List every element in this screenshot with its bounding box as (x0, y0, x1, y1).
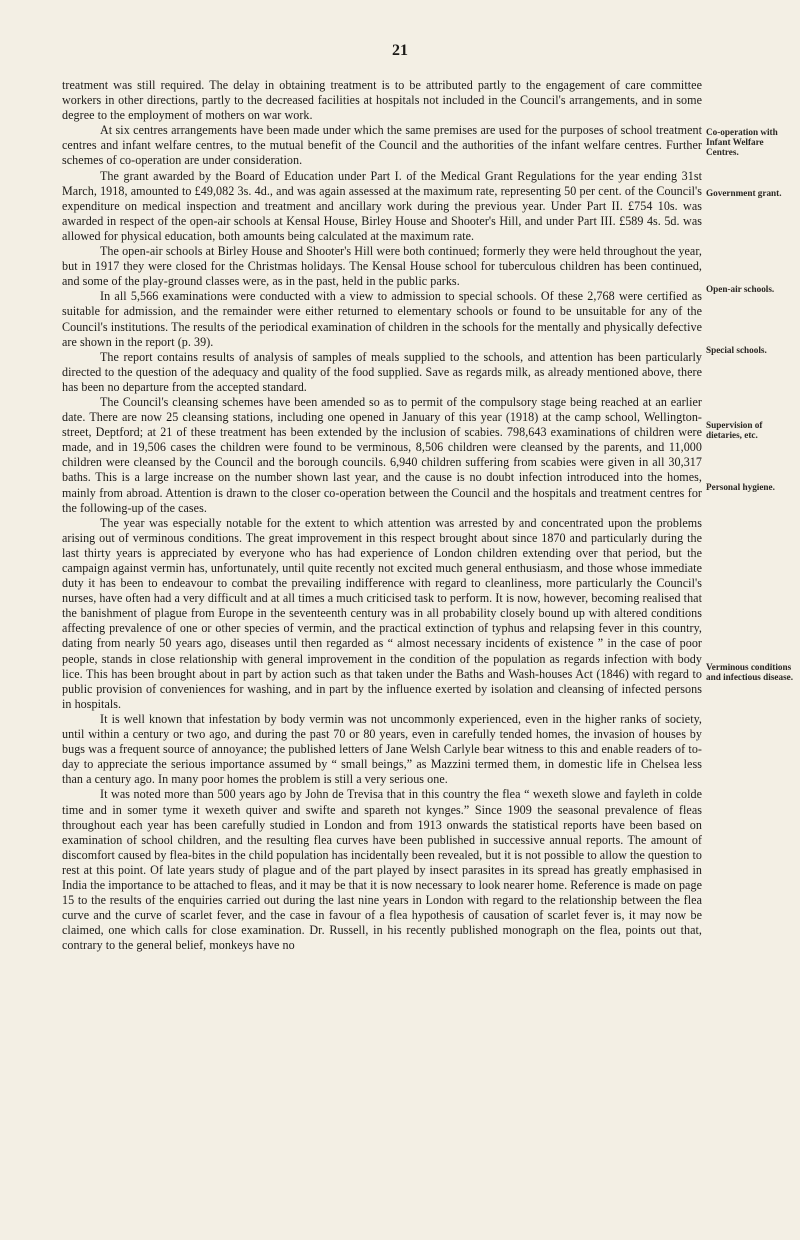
margin-note-dietaries: Supervision of dietaries, etc. (706, 420, 763, 440)
paragraph-treatment-delay: treatment was still required. The delay in obtaining treatment is to be attributed partly to the engagement of care committee workers in other directions, partly to the decreased facilities at hospitals not included in the Council's arrangements, and in some degree to the employment of mothers on war work. (62, 78, 702, 123)
margin-note-special-schools: Special schools. (706, 345, 767, 355)
margin-note-open-air-schools: Open-air schools. (706, 284, 775, 294)
margin-note-verminous-conditions: Verminous conditions and infectious disease. (706, 662, 794, 682)
margin-note-personal-hygiene: Personal hygiene. (706, 482, 775, 492)
paragraph-dietaries: The report contains results of analysis of samples of meals supplied to the schools, and attention has been particularly directed to the question of the adequacy and quality of the food supplied. Save as regards milk, as already mentioned above, there has been no departure from the accepted standard. (62, 349, 702, 394)
paragraph-co-operation: At six centres arrangements have been made under which the same premises are used for the purposes of school treatment centres and infant welfare centres, to the mutual benefit of the Council and the authorities of the infant welfare centres. Further schemes of co-operation are under consideration. (62, 123, 702, 168)
margin-note-government-grant: Government grant. (706, 188, 782, 198)
paragraph-open-air-schools: The open-air schools at Birley House and Shooter's Hill were both continued; formerly they were held throughout the year, but in 1917 they were closed for the Christmas holidays. The Kensal House school for tuberculous children has been continued, and some of the play-ground classes were, as in the past, held in the public parks. (62, 244, 702, 289)
margin-note-co-operation: Co-operation with Infant Welfare Centres. (706, 127, 778, 157)
page-number: 21 (392, 42, 408, 59)
paragraph-verminous-conditions: The year was especially notable for the extent to which attention was arrested by and concentrated upon the problems arising out of verminous conditions. The great improvement in this respect brought about since 1870 and particularly during the last thirty years is appreciated by everyone who has had experience of London children extending over that period, but the campaign against vermin has, unfortunately, until quite recently not excited much general enthusiasm, and those whose immediate duty it has been to endeavour to combat the prevailing indifference with regard to cleanliness, more particularly the Council's nurses, have often had a very difficult and at all times a much criticised task to perform. It is now, however, becoming realised that the banishment of plague from Europe in the seventeenth century was in all probability closely bound up with altered conditions affecting prevalence of one or other species of vermin, and the practical extinction of typhus and relapsing fever in this country, dating from nearly 50 years ago, diseases until then regarded as “ almost necessary incidents of existence ” in the case of poor people, stands in close relationship with general improvement in the condition of the population as regards infection with body lice. This has been brought about in part by action such as that taken under the Baths and Wash-houses Act (1846) with regard to public provision of conveniences for washing, and in part by the influence exerted by isolation and cleansing of infected persons in hospitals. (62, 515, 702, 711)
paragraph-special-schools: In all 5,566 examinations were conducted with a view to admission to special schools. Of these 2,768 were certified as suitable for admission, and the remainder were either returned to elementary schools or found to be unsuitable for any of the Council's institutions. The results of the periodical examination of children in the schools for the mentally and physically defective are shown in the report (p. 39). (62, 289, 702, 349)
body-text (62, 78, 702, 953)
paragraph-body-vermin: It is well known that infestation by body vermin was not uncommonly experienced, even in the higher ranks of society, until within a century or two ago, and during the past 70 or 80 years, even in carefully tended homes, the invasion of houses by bugs was a frequent source of annoyance; the published letters of Jane Welsh Carlyle bear witness to this and enable readers of to-day to appreciate the serious importance assumed by “ small beings,” as Mazzini termed them, in domestic life in Chelsea less than a century ago. In many poor homes the problem is still a very serious one. (62, 711, 702, 787)
paragraph-personal-hygiene: The Council's cleansing schemes have been amended so as to permit of the compulsory stage being reached at an earlier date. There are now 25 cleansing stations, including one opened in January of this year (1918) at the camp school, Wellington-street, Deptford; at 21 of these treatment has been extended by the inclusion of scabies. 798,643 examinations of children were made, and in 19,506 cases the children were found to be verminous, 8,506 children were cleansed by the parents, and 11,000 children were cleansed by the Council and the borough councils. 6,940 children suffering from scabies were given in all 30,317 baths. This is a large increase on the number shown last year, and the cause is no doubt infection introduced into the homes, mainly from abroad. Attention is drawn to the closer co-operation between the Council and the hospitals and treatment centres for the following-up of the cases. (62, 394, 702, 515)
paragraph-fleas: It was noted more than 500 years ago by John de Trevisa that in this country the flea “ wexeth slowe and fayleth in colde time and in somer tyme it wexeth quiver and swifte and spareth not kynges.” Since 1909 the seasonal prevalence of fleas throughout each year has been carefully studied in London and from 1913 onwards the statistical reports have been based on examination of school children, and the resulting flea curves have been published in successive annual reports. The amount of discomfort caused by flea-bites in the child population has incidentally been revealed, but it is not possible to allow the question to rest at this point. Of late years study of plague and of the part played by insect parasites in its spread has greatly emphasised in India the importance to be attached to fleas, and it may be that it is now necessary to look nearer home. Reference is made on page 15 to the results of the enquiries carried out during the last nine years in London with regard to the relationship between the flea curve and the curve of scarlet fever, and the case in favour of a flea hypothesis of causation of scarlet fever is, it may now be claimed, one which calls for close examination. Dr. Russell, in his recently published monograph on the flea, points out that, contrary to the general belief, monkeys have no (62, 787, 702, 953)
paragraph-government-grant: The grant awarded by the Board of Education under Part I. of the Medical Grant Regulations for the year ending 31st March, 1918, amounted to £49,082 3s. 4d., and was again assessed at the maximum rate, representing 50 per cent. of the Council's expenditure on medical inspection and treatment and ancillary work during the previous year. Under Part II. £754 10s. was awarded in respect of the open-air schools at Kensal House, Birley House and Shooter's Hill, and under Part III. £589 4s. 5d. was allowed for physical education, both amounts being calculated at the maximum rate. (62, 168, 702, 243)
